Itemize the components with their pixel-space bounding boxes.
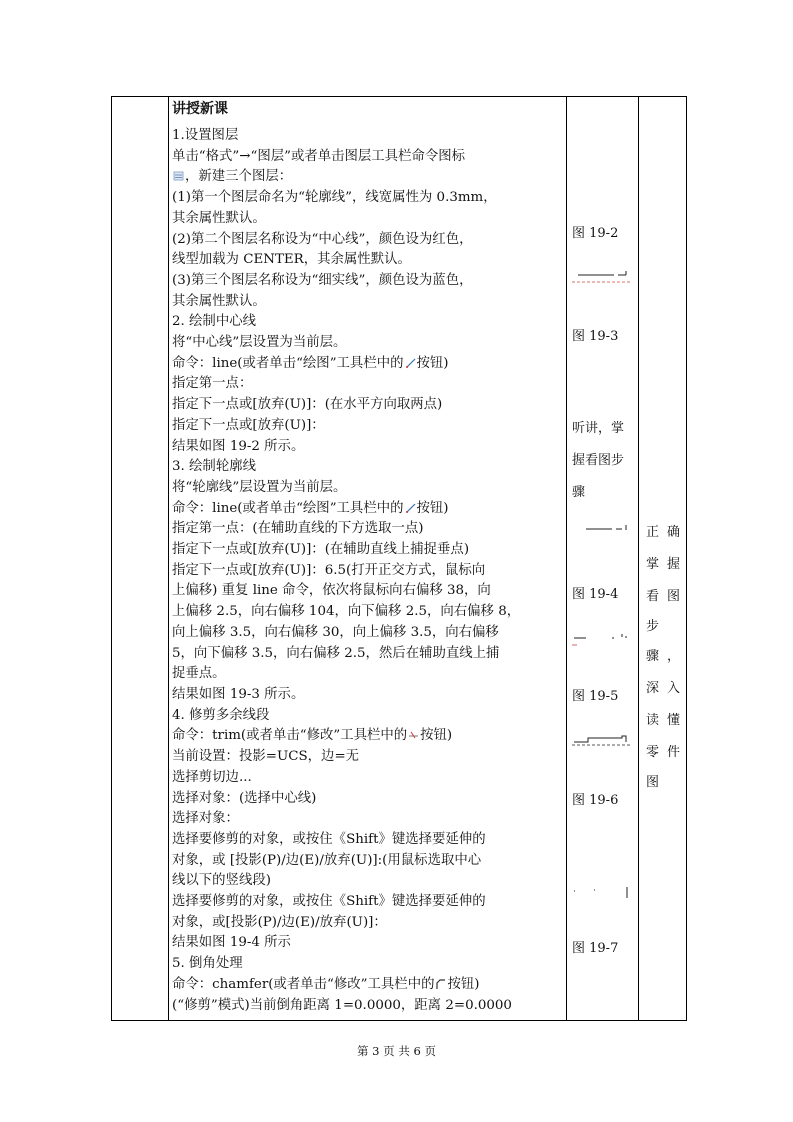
text-line: 对象，或[投影(P)/边(E)/放弃(U)]：: [172, 914, 387, 930]
text-line: 对象，或 [投影(P)/边(E)/放弃(U)]:(用鼠标选取中心: [172, 852, 482, 868]
text-line: 将“中心线”层设置为当前层。: [172, 335, 347, 351]
text-line: 5，向下偏移 3.5，向右偏移 2.5，然后在辅助直线上捕: [172, 645, 500, 661]
text-line: 命令：line(或者单击“绘图”工具栏中的 按钮): [172, 500, 449, 516]
figure-19-6-thumbnail: [572, 885, 634, 901]
text-line: (1)第一个图层命名为“轮廓线”，线宽属性为 0.3mm，: [172, 190, 497, 206]
text-line: 指定下一点或[放弃(U)]：: [172, 417, 325, 433]
layer-icon: [173, 168, 184, 178]
text-line: 指定下一点或[放弃(U)]：(在水平方向取两点): [172, 397, 443, 413]
figure-label: 图 19-2: [572, 226, 619, 241]
goal-row: 图: [646, 775, 660, 790]
column-divider: [168, 97, 169, 1020]
text-line: 线型加载为 CENTER，其余属性默认。: [172, 252, 411, 268]
figure-column: [568, 97, 638, 1020]
text-line: 选择要修剪的对象，或按住《Shift》键选择要延伸的: [172, 831, 486, 847]
text-line: 4. 修剪多余线段: [172, 707, 270, 723]
text-line: 捉垂点。: [172, 666, 226, 682]
lesson-content: [172, 100, 564, 1016]
figure-label: 图 19-5: [572, 689, 619, 704]
section-title: 讲授新课: [172, 101, 228, 117]
text-line: (3)第三个图层名称设为“细实线”，颜色设为蓝色，: [172, 272, 473, 288]
figure-label: 图 19-6: [572, 793, 619, 808]
goal-column: [639, 97, 687, 1020]
figure-label: 图 19-4: [572, 587, 619, 602]
text-line: 其余属性默认。: [172, 210, 266, 226]
text-line: 选择要修剪的对象，或按住《Shift》键选择要延伸的: [172, 894, 486, 910]
text-line: 上偏移 2.5，向右偏移 104，向下偏移 2.5，向右偏移 8，: [172, 604, 521, 620]
text-line: 命令：line(或者单击“绘图”工具栏中的 按钮): [172, 355, 449, 371]
text-line: 当前设置：投影=UCS，边=无: [172, 749, 360, 765]
figure-label: 图 19-7: [572, 941, 619, 956]
line-icon: [405, 500, 416, 510]
column-divider: [566, 97, 567, 1020]
text-line: (“修剪”模式)当前倒角距离 1=0.0000，距离 2=0.0000: [172, 997, 512, 1013]
text-line: 命令：chamfer(或者单击“修改”工具栏中的 按钮): [172, 976, 480, 992]
page-footer: 第 3 页 共 6 页: [357, 1044, 436, 1058]
lesson-table: [111, 96, 687, 1021]
chamfer-icon: [435, 976, 446, 986]
text-line: 5. 倒角处理: [172, 956, 243, 972]
text-line: 其余属性默认。: [172, 293, 266, 309]
text-line: 单击“格式”→“图层”或者单击图层工具栏命令图标: [172, 148, 466, 164]
goal-row: 掌 握: [646, 557, 680, 572]
text-line: 指定第一点：(在辅助直线的下方选取一点): [172, 521, 424, 537]
figure-19-4-thumbnail: [572, 629, 634, 649]
figure-label: 图 19-3: [572, 329, 619, 344]
text-line: (2)第二个图层名称设为“中心线”，颜色设为红色，: [172, 231, 473, 247]
figure-19-2-thumbnail: [572, 267, 634, 287]
text-line: 向上偏移 3.5，向右偏移 30，向上偏移 3.5，向右偏移: [172, 624, 499, 640]
text-line: 选择剪切边...: [172, 769, 252, 785]
goal-row: 步: [646, 619, 660, 634]
text-line: 选择对象：: [172, 811, 239, 827]
method-note: 听讲，掌: [572, 421, 625, 436]
text-line: 将“轮廓线”层设置为当前层。: [172, 479, 347, 495]
text-line: 指定第一点：: [172, 376, 253, 392]
text-line: 结果如图 19-3 所示。: [172, 686, 305, 702]
figure-19-3-thumbnail: [572, 522, 634, 534]
text-line: 命令：trim(或者单击“修改”工具栏中的 按钮): [172, 728, 453, 744]
text-line: 结果如图 19-4 所示: [172, 935, 291, 951]
line-icon: [405, 355, 416, 365]
text-line: 指定下一点或[放弃(U)]：(在辅助直线上捕捉垂点): [172, 542, 470, 558]
trim-icon: [408, 727, 419, 737]
text-line: 3. 绘制轮廓线: [172, 459, 256, 475]
text-line: 上偏移) 重复 line 命令，依次将鼠标向右偏移 38，向: [172, 583, 491, 599]
text-line: 线以下的竖线段): [172, 873, 271, 889]
goal-row: 正 确: [646, 525, 680, 540]
text-line: 指定下一点或[放弃(U)]：6.5(打开正交方式，鼠标向: [172, 562, 486, 578]
text-line: ，新建三个图层：: [172, 167, 564, 188]
text-line: 2. 绘制中心线: [172, 314, 256, 330]
text-line: 结果如图 19-2 所示。: [172, 438, 305, 454]
goal-row: 读 懂: [646, 713, 680, 728]
text-line: 1.设置图层: [172, 128, 239, 143]
goal-row: 骤 ，: [646, 649, 680, 664]
method-note: 握看图步: [572, 453, 625, 468]
figure-19-5-thumbnail: [572, 730, 634, 750]
text-line: 选择对象：(选择中心线): [172, 790, 317, 806]
goal-row: 深 入: [646, 681, 680, 696]
goal-row: 零 件: [646, 745, 680, 760]
method-note: 骤: [572, 485, 586, 500]
goal-row: 看 图: [646, 589, 680, 604]
